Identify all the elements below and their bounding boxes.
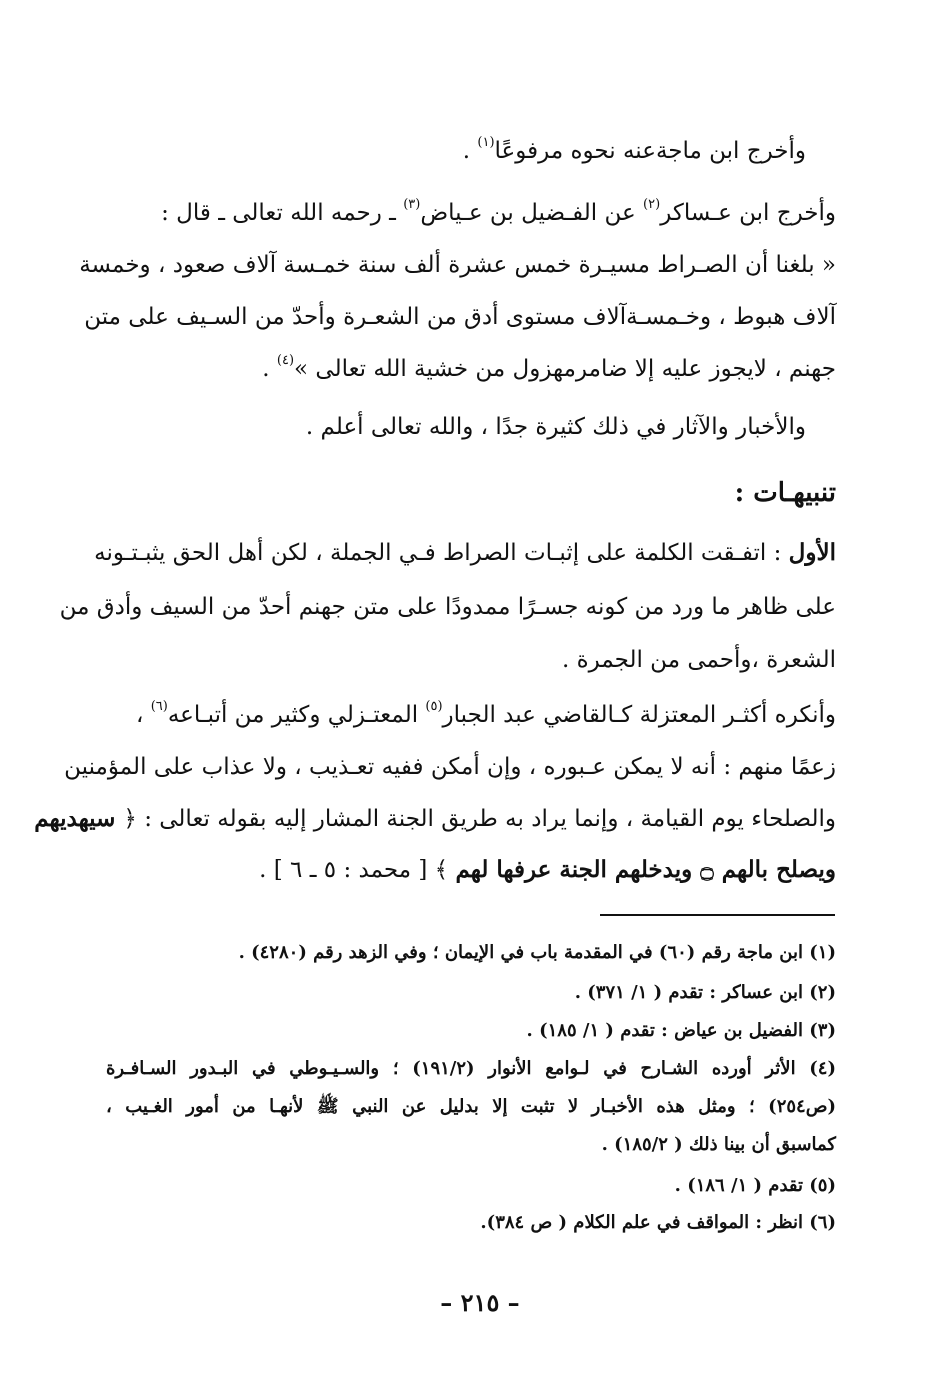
quran-verse-start: سيهديهم — [34, 805, 124, 832]
paragraph-mutazila-line-2: زعمًا منهم : أنه لا يمكن عـبوره ، وإن أمكن ففيه تعـذيب ، ولا عذاب على المؤمنين — [64, 754, 836, 780]
footnote-5: (٥) تقدم ( ١/ ١٨٦) . — [674, 1175, 836, 1196]
lead-word: الأول — [788, 539, 836, 566]
footnote-1: (١) ابن ماجة رقم (٦٠) في المقدمة باب في الإيمان ؛ وفي الزهد رقم (٤٢٨٠) . — [238, 942, 836, 963]
paragraph-first-line-2: على ظاهر ما ورد من كونه جسـرًا ممدودًا على متن جهنم أحدّ من السيف وأدق من — [59, 594, 836, 620]
footnote-ref-2: (٢) — [643, 197, 661, 212]
footnote-ref-6: (٦) — [150, 699, 168, 714]
paragraph-ibn-asakir-line-4 — [106, 354, 836, 384]
paragraph-first-line-1 — [94, 538, 836, 568]
footnote-4-line-3: كماسبق أن بينا ذلك ( ١٨٥/٢) . — [601, 1134, 836, 1155]
footnote-4-line-1: (٤) الأثر أورده الشـارح في لـوامع الأنوار (١٩١/٢) ؛ والسـيـوطي في البـدور السـافـرة — [106, 1058, 836, 1079]
page-number: – ٢١٥ – — [440, 1288, 520, 1317]
paragraph-mutazila-line-4 — [106, 855, 836, 885]
text: . — [262, 356, 277, 382]
paragraph-akhbar: والأخبار والآثار في ذلك كثيرة جدًا ، والله تعالى أعلم . — [305, 414, 806, 440]
section-heading: تنبيهـات : — [734, 478, 836, 508]
text: ـ رحمه الله تعالى ـ قال : — [161, 200, 404, 226]
footnote-6: (٦) انظر : المواقف في علم الكلام ( ص ٣٨٤). — [480, 1212, 836, 1233]
footnote-separator — [600, 914, 835, 916]
paragraph-mutazila-line-3 — [34, 804, 836, 834]
paragraph-mutazila-line-1 — [106, 700, 836, 730]
footnote-3: (٣) الفضيل بن عياض : تقدم ( ١/ ١٨٥) . — [526, 1020, 836, 1041]
paragraph-first-line-3: الشعرة ،وأحمى من الجمرة . — [561, 647, 836, 673]
text: والصلحاء يوم القيامة ، وإنما يراد به طريق الجنة المشار إليه بقوله تعالى : ﴿ — [123, 806, 836, 832]
text: وأخرج ابن عـساكر — [660, 200, 836, 226]
text: ﴾ [ محمد : ٥ ـ ٦ ] . — [259, 857, 456, 883]
paragraph-ibn-asakir-line-3: آلاف هبوط ، وخـمسـةآلاف مستوى أدق من الشعـرة وأحدّ من السـيف على متن — [84, 304, 836, 330]
text: عن الفـضيل بن عـياض — [420, 200, 644, 226]
text: ، — [135, 702, 151, 728]
footnote-ref-5: (٥) — [425, 699, 443, 714]
text: وأنكره أكثـر المعتزلة كـالقاضي عبد الجبار — [442, 702, 836, 728]
paragraph-ibn-majah — [106, 136, 806, 166]
paragraph-ibn-asakir-line-2: « بلغنا أن الصـراط مسيـرة خمس عشرة ألف سنة خمـسة آلاف صعود ، وخمسة — [79, 252, 836, 278]
text: المعتـزلي وكثير من أتبـاعه — [167, 702, 426, 728]
footnote-ref-3: (٣) — [403, 197, 421, 212]
text: جهنم ، لايجوز عليه إلا ضامرمهزول من خشية الله تعالى » — [294, 356, 836, 382]
text: : اتفـقت الكلمة على إثبـات الصراط فـي الجملة ، لكن أهل الحق يثبـتـونه — [94, 540, 789, 566]
footnote-2: (٢) ابن عساكر : تقدم ( ١/ ٣٧١) . — [574, 982, 836, 1003]
text: وأخرج ابن ماجةعنه نحوه مرفوعًا — [494, 138, 806, 164]
footnote-4-line-2: (ص٢٥٤) ؛ ومثل هذه الأخبـار لا تثبت إلا بدليل عن النبي ﷺ لأنهـا من أمور الغـيب ، — [106, 1096, 836, 1117]
quran-verse-end: ويصلح بالهم ۝ ويدخلهم الجنة عرفها لهم — [455, 856, 836, 883]
paragraph-ibn-asakir-line-1 — [106, 198, 836, 228]
footnote-ref-1: (١) — [477, 135, 495, 150]
text: . — [462, 138, 478, 164]
footnote-ref-4: (٤) — [276, 353, 295, 368]
